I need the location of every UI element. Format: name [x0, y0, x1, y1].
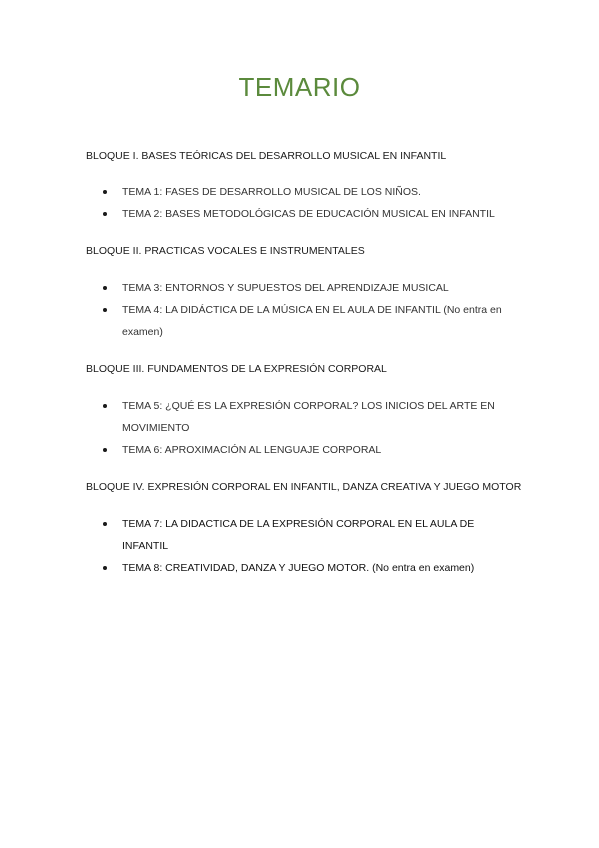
topic-label: TEMA 2: BASES METODOLÓGICAS DE EDUCACIÓN MUSICAL EN INFANTIL — [122, 208, 495, 220]
topic-list-1 — [86, 181, 516, 225]
bullet-icon — [103, 522, 107, 526]
bullet-icon — [103, 308, 107, 312]
topic-label: TEMA 6: APROXIMACIÓN AL LENGUAJE CORPORAL — [122, 444, 382, 456]
topic-label: TEMA 5: ¿QUÉ ES LA EXPRESIÓN CORPORAL? LOS INICIOS DEL ARTE EN MOVIMIENTO — [122, 400, 495, 434]
bullet-icon — [103, 286, 107, 290]
topic-list-3 — [86, 395, 516, 461]
list-item — [86, 299, 516, 343]
topic-label: TEMA 7: LA DIDACTICA DE LA EXPRESIÓN CORPORAL EN EL AULA DE INFANTIL — [122, 518, 475, 552]
list-item — [86, 557, 516, 579]
bullet-icon — [103, 404, 107, 408]
topic-label: TEMA 4: LA DIDÁCTICA DE LA MÚSICA EN EL AULA DE INFANTIL (No entra en examen) — [122, 304, 502, 338]
block-heading-3: BLOQUE III. FUNDAMENTOS DE LA EXPRESIÓN CORPORAL — [86, 363, 387, 375]
block-heading-1: BLOQUE I. BASES TEÓRICAS DEL DESARROLLO MUSICAL EN INFANTIL — [86, 150, 447, 162]
list-item — [86, 203, 516, 225]
topic-list-2 — [86, 277, 516, 343]
bullet-icon — [103, 212, 107, 216]
block-heading-2: BLOQUE II. PRACTICAS VOCALES E INSTRUMENTALES — [86, 245, 365, 257]
topic-label: TEMA 1: FASES DE DESARROLLO MUSICAL DE LOS NIÑOS. — [122, 186, 421, 198]
list-item — [86, 395, 516, 439]
bullet-icon — [103, 190, 107, 194]
list-item — [86, 439, 516, 461]
topic-label: TEMA 3: ENTORNOS Y SUPUESTOS DEL APRENDIZAJE MUSICAL — [122, 282, 449, 294]
topic-list-4 — [86, 513, 516, 579]
page-title: TEMARIO — [238, 72, 361, 102]
list-item — [86, 277, 516, 299]
block-heading-4: BLOQUE IV. EXPRESIÓN CORPORAL EN INFANTIL, DANZA CREATIVA Y JUEGO MOTOR — [86, 481, 522, 493]
bullet-icon — [103, 566, 107, 570]
list-item — [86, 513, 516, 557]
topic-label: TEMA 8: CREATIVIDAD, DANZA Y JUEGO MOTOR. (No entra en examen) — [122, 562, 475, 574]
list-item — [86, 181, 516, 203]
bullet-icon — [103, 448, 107, 452]
